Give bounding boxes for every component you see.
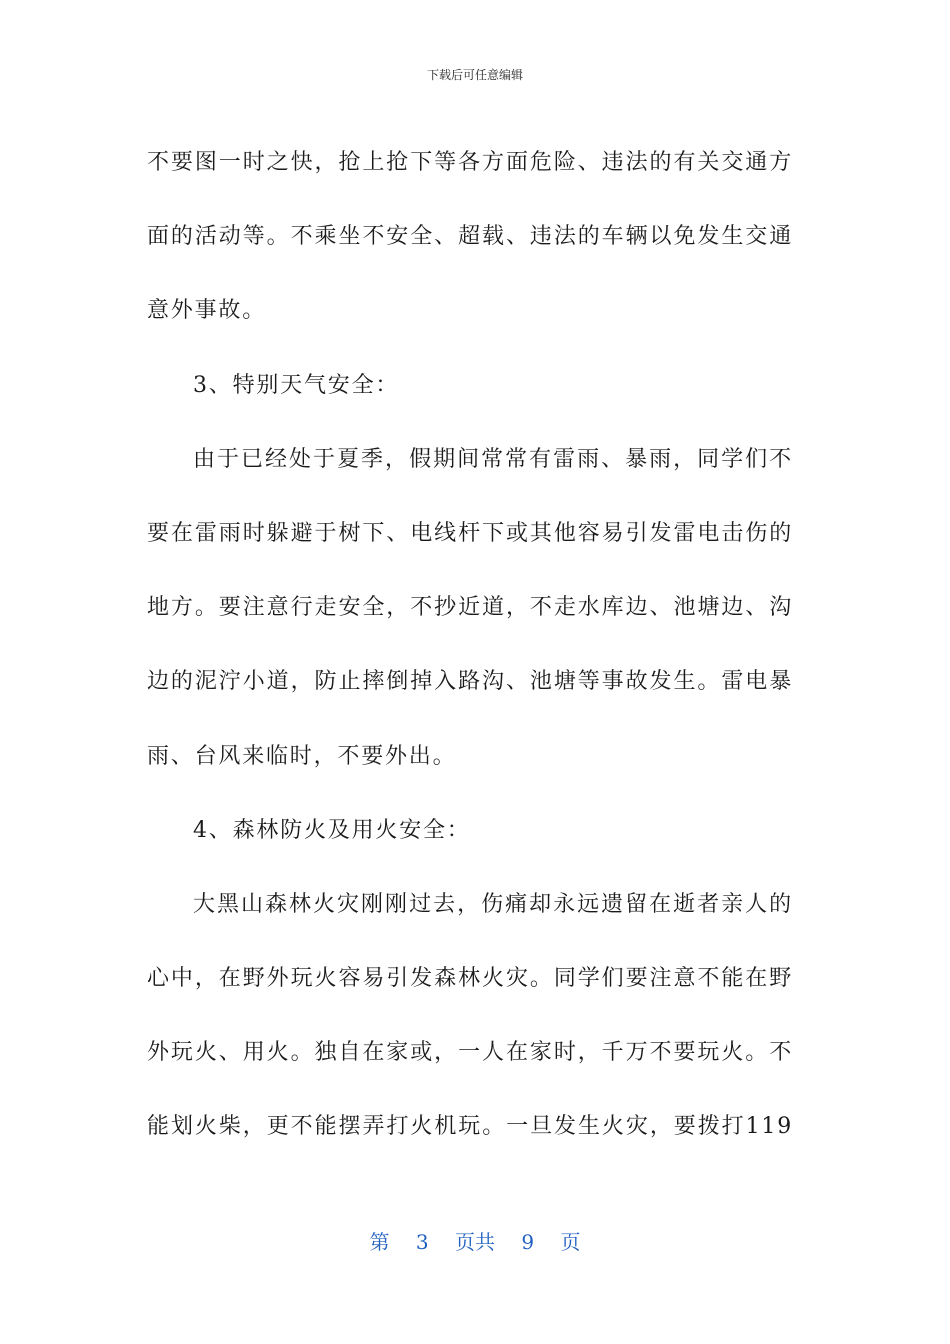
paragraph-line: 心中，在野外玩火容易引发森林火灾。同学们要注意不能在野 — [147, 966, 793, 992]
paragraph-line: 雨、台风来临时，不要外出。 — [147, 743, 457, 769]
page-header: 下载后可任意编辑 — [426, 68, 523, 82]
paragraph-line: 边的泥泞小道，防止摔倒掉入路沟、池塘等事故发生。雷电暴 — [147, 669, 793, 695]
paragraph-line: 面的活动等。不乘坐不安全、超载、违法的车辆以免发生交通 — [147, 224, 793, 250]
paragraph-line: 要在雷雨时躲避于树下、电线杆下或其他容易引发雷电击伤的 — [147, 520, 793, 546]
footer-label-end: 页 — [560, 1230, 581, 1254]
page-footer — [0, 1226, 950, 1255]
paragraph-line: 不要图一时之快，抢上抢下等各方面危险、违法的有关交通方 — [147, 150, 793, 175]
section-heading: 3、特别天气安全： — [193, 372, 400, 398]
paragraph-line: 大黑山森林火灾刚刚过去，伤痛却永远遗留在逝者亲人的 — [193, 891, 793, 917]
body-text — [147, 126, 793, 1165]
footer-label-page: 第 — [369, 1230, 390, 1254]
footer-label-of: 页共 — [455, 1230, 495, 1254]
paragraph-line: 地方。要注意行走安全，不抄近道，不走水库边、池塘边、沟 — [147, 595, 793, 621]
paragraph-line: 由于已经处于夏季，假期间常常有雷雨、暴雨，同学们不 — [193, 446, 793, 472]
section-heading: 4、森林防火及用火安全： — [193, 817, 471, 843]
footer-current-page: 3 — [415, 1230, 429, 1254]
footer-total-pages: 9 — [521, 1230, 535, 1254]
paragraph-line: 能划火柴，更不能摆弄打火机玩。一旦发生火灾，要拨打119 — [147, 1114, 793, 1140]
paragraph-line: 外玩火、用火。独自在家或，一人在家时，千万不要玩火。不 — [147, 1040, 793, 1066]
paragraph-line: 意外事故。 — [147, 298, 267, 324]
